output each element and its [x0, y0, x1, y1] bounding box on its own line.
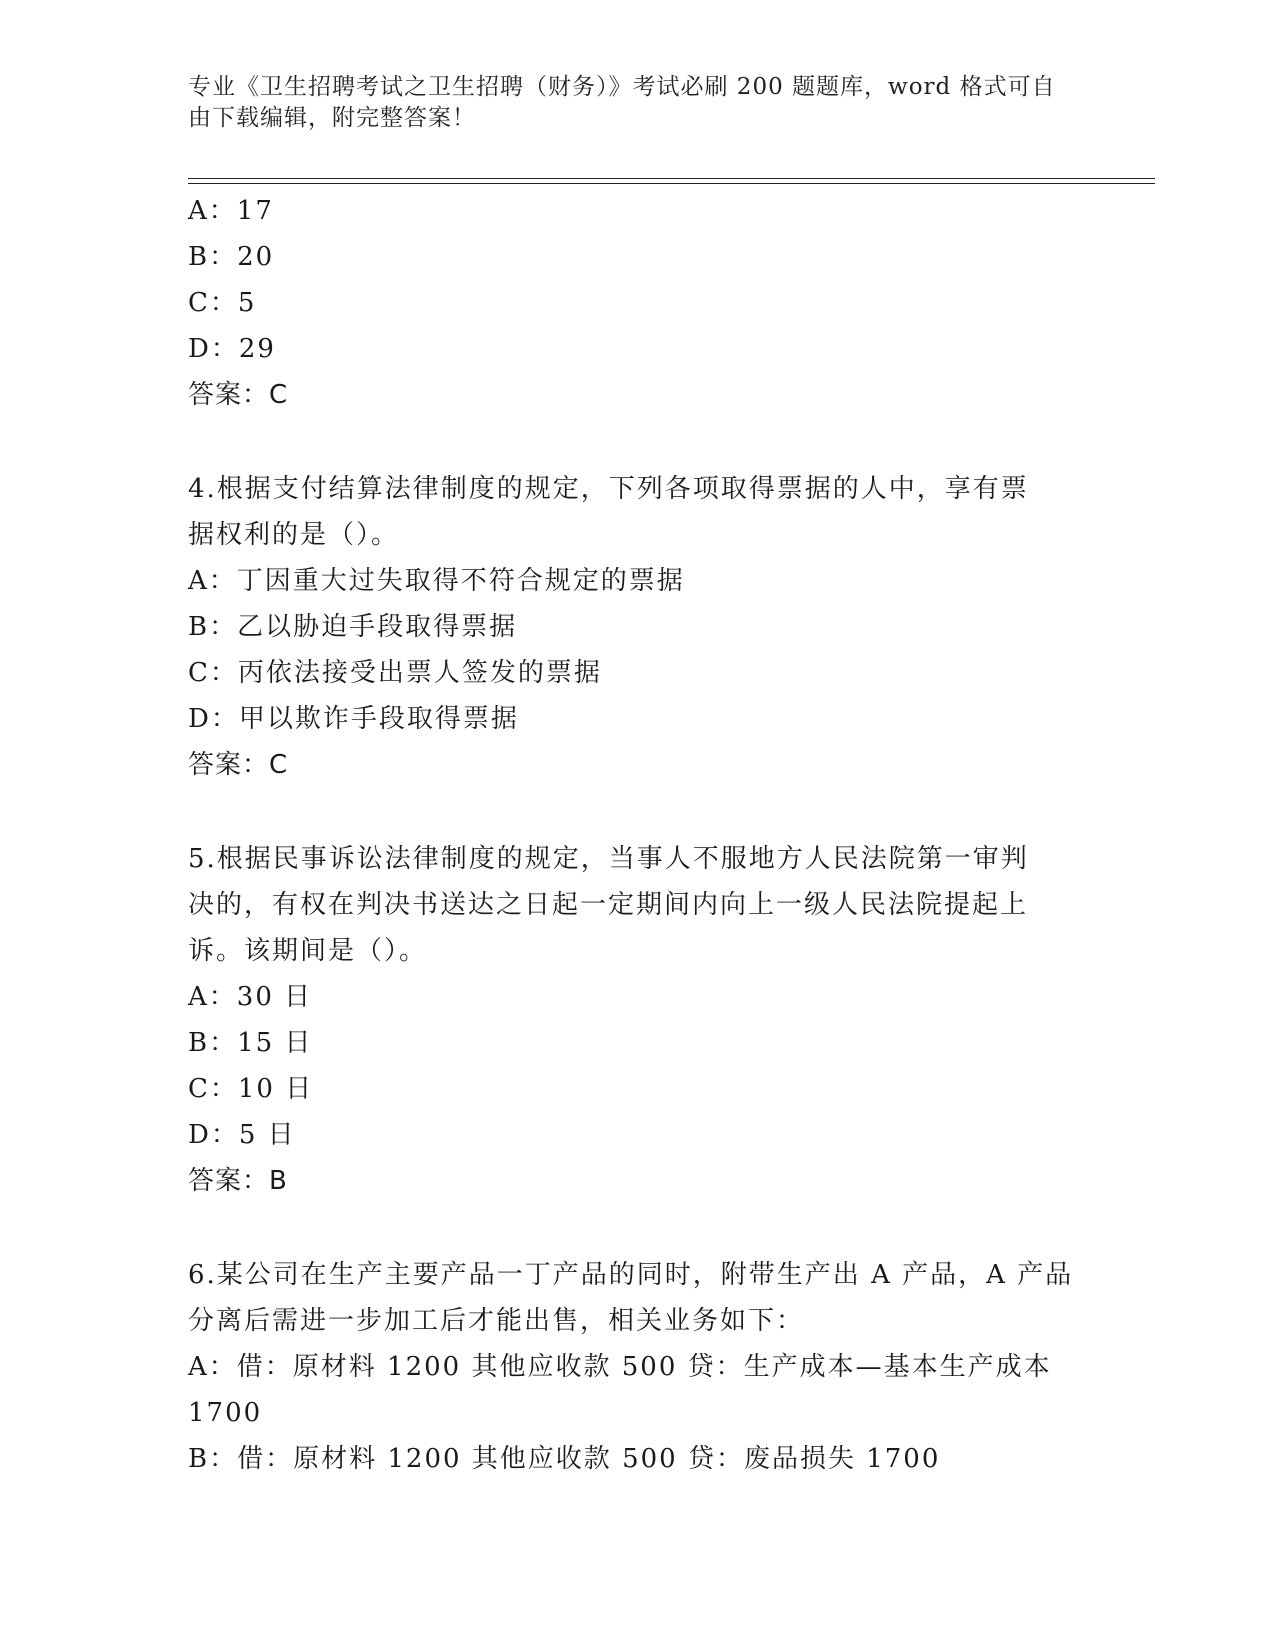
option-a: A：借：原材料 1200 其他应收款 500 贷：生产成本—基本生产成本: [188, 1352, 1052, 1382]
header-line-2: 由下载编辑，附完整答案！: [188, 105, 476, 131]
option-d: D：5 日: [188, 1120, 296, 1150]
question-4-block: [188, 466, 1088, 788]
header-line-1: 专业《卫生招聘考试之卫生招聘（财务）》考试必刷 200 题题库，word 格式可自: [188, 74, 1056, 100]
option-a: A：30 日: [188, 982, 313, 1012]
question-stem-line: 4.根据支付结算法律制度的规定，下列各项取得票据的人中，享有票: [188, 474, 1029, 504]
option-b: B：15 日: [188, 1028, 313, 1058]
option-a: A：丁因重大过失取得不符合规定的票据: [188, 566, 685, 596]
question-stem-line: 诉。该期间是（）。: [188, 936, 428, 966]
question-3-block: [188, 188, 1088, 418]
answer-line: 答案：B: [188, 1166, 288, 1196]
option-d: D：甲以欺诈手段取得票据: [188, 704, 519, 734]
answer-line: 答案：C: [188, 380, 289, 410]
header-divider-bottom: [188, 183, 1155, 184]
option-a-continued: 1700: [188, 1398, 263, 1428]
document-header: [188, 72, 1078, 134]
answer-line: 答案：C: [188, 750, 289, 780]
option-b: B：乙以胁迫手段取得票据: [188, 612, 518, 642]
question-content: [188, 188, 1088, 1482]
option-c: C：丙依法接受出票人签发的票据: [188, 658, 602, 688]
option-b: B：20: [188, 242, 275, 272]
option-a: A：17: [188, 196, 274, 226]
option-c: C：5: [188, 288, 257, 318]
header-divider-top: [188, 178, 1155, 179]
option-d: D：29: [188, 334, 276, 364]
question-5-block: [188, 836, 1088, 1204]
question-stem-line: 分离后需进一步加工后才能出售，相关业务如下：: [188, 1306, 805, 1336]
option-b: B：借：原材料 1200 其他应收款 500 贷：废品损失 1700: [188, 1444, 941, 1474]
question-stem-line: 6.某公司在生产主要产品一丁产品的同时，附带生产出 A 产品，A 产品: [188, 1260, 1074, 1290]
option-c: C：10 日: [188, 1074, 314, 1104]
question-stem-line: 据权利的是（）。: [188, 520, 400, 550]
question-spacer: [188, 788, 1088, 836]
question-stem-line: 5.根据民事诉讼法律制度的规定，当事人不服地方人民法院第一审判: [188, 844, 1029, 874]
question-6-block: [188, 1252, 1088, 1482]
question-spacer: [188, 418, 1088, 466]
question-spacer: [188, 1204, 1088, 1252]
question-stem-line: 决的，有权在判决书送达之日起一定期间内向上一级人民法院提起上: [188, 890, 1029, 920]
